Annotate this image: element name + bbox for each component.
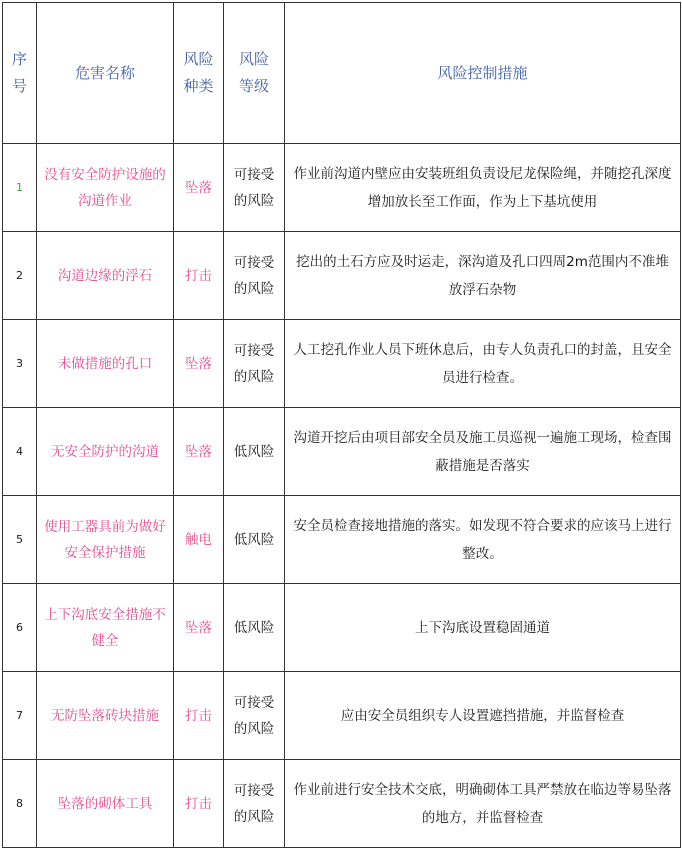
risk-control-table: [2, 2, 681, 848]
hazard-name: 未做措施的孔口: [37, 320, 174, 408]
hazard-name: 无安全防护的沟道: [37, 408, 174, 496]
risk-type: 打击: [174, 760, 224, 848]
row-index: 5: [3, 496, 37, 584]
control-measures: 人工挖孔作业人员下班休息后，由专人负责孔口的封盖，且安全员进行检查。: [285, 320, 681, 408]
risk-type: 坠落: [174, 408, 224, 496]
table-row: [3, 144, 681, 232]
header-row: [3, 3, 681, 144]
header-index: 序号: [3, 3, 37, 144]
risk-level: 低风险: [224, 496, 285, 584]
hazard-name: 没有安全防护设施的沟道作业: [37, 144, 174, 232]
header-risk-level: 风险等级: [224, 3, 285, 144]
table-row: [3, 584, 681, 672]
row-index: 8: [3, 760, 37, 848]
header-control-measures: 风险控制措施: [285, 3, 681, 144]
risk-level: 可接受的风险: [224, 760, 285, 848]
control-measures: 作业前沟道内壁应由安装班组负责设尼龙保险绳，并随挖孔深度增加放长至工作面，作为上下基坑使用: [285, 144, 681, 232]
row-index: 7: [3, 672, 37, 760]
risk-level: 可接受的风险: [224, 672, 285, 760]
row-index: 1: [3, 144, 37, 232]
table-row: [3, 320, 681, 408]
table-row: [3, 760, 681, 848]
risk-level: 可接受的风险: [224, 232, 285, 320]
risk-level: 低风险: [224, 408, 285, 496]
table-row: [3, 672, 681, 760]
risk-level: 可接受的风险: [224, 144, 285, 232]
control-measures: 挖出的土石方应及时运走，深沟道及孔口四周2m范围内不准堆放浮石杂物: [285, 232, 681, 320]
risk-type: 触电: [174, 496, 224, 584]
control-measures: 上下沟底设置稳固通道: [285, 584, 681, 672]
table-row: [3, 496, 681, 584]
table-row: [3, 408, 681, 496]
risk-type: 坠落: [174, 144, 224, 232]
control-measures: 沟道开挖后由项目部安全员及施工员巡视一遍施工现场，检查围蔽措施是否落实: [285, 408, 681, 496]
risk-level: 低风险: [224, 584, 285, 672]
table-row: [3, 232, 681, 320]
hazard-name: 上下沟底安全措施不健全: [37, 584, 174, 672]
hazard-name: 坠落的砌体工具: [37, 760, 174, 848]
risk-type: 坠落: [174, 320, 224, 408]
row-index: 4: [3, 408, 37, 496]
row-index: 6: [3, 584, 37, 672]
control-measures: 作业前进行安全技术交底，明确砌体工具严禁放在临边等易坠落的地方，并监督检查: [285, 760, 681, 848]
control-measures: 安全员检查接地措施的落实。如发现不符合要求的应该马上进行整改。: [285, 496, 681, 584]
control-measures: 应由安全员组织专人设置遮挡措施，并监督检查: [285, 672, 681, 760]
risk-type: 打击: [174, 672, 224, 760]
header-hazard-name: 危害名称: [37, 3, 174, 144]
hazard-name: 使用工器具前为做好安全保护措施: [37, 496, 174, 584]
risk-type: 坠落: [174, 584, 224, 672]
risk-level: 可接受的风险: [224, 320, 285, 408]
row-index: 3: [3, 320, 37, 408]
risk-type: 打击: [174, 232, 224, 320]
header-risk-type: 风险种类: [174, 3, 224, 144]
hazard-name: 沟道边缘的浮石: [37, 232, 174, 320]
row-index: 2: [3, 232, 37, 320]
hazard-name: 无防坠落砖块措施: [37, 672, 174, 760]
